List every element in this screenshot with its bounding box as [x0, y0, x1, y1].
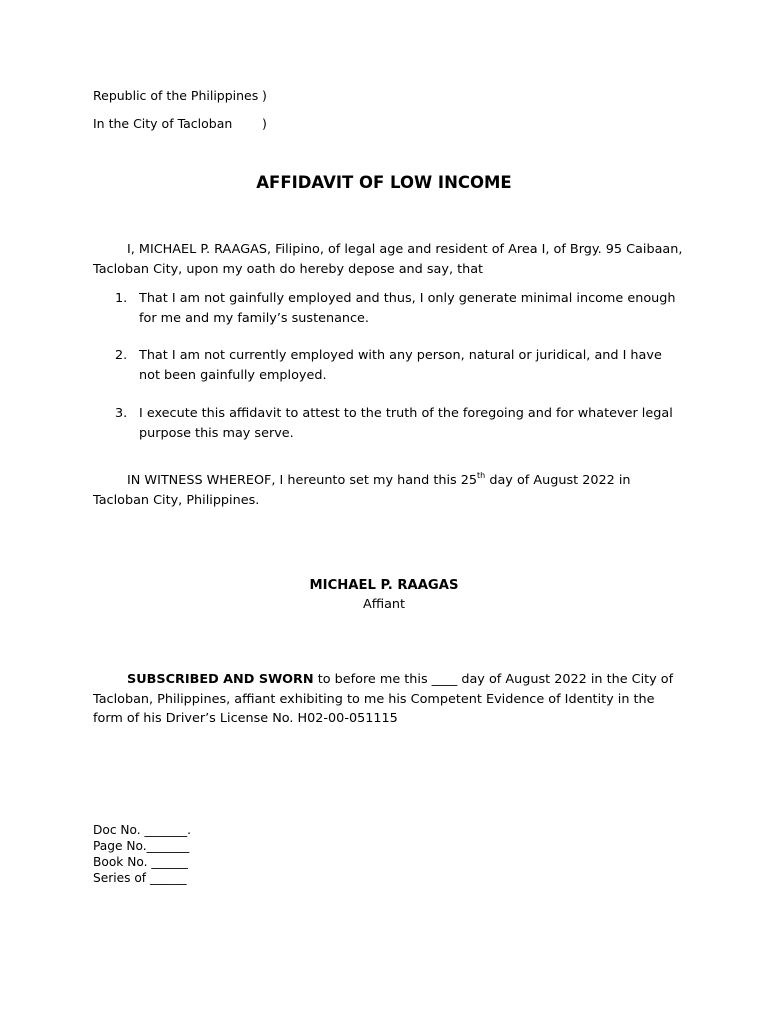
list-item-number: 2. — [115, 348, 128, 363]
witness-text-after: day of August 2022 in Tacloban City, Philippines. — [93, 473, 631, 508]
list-item-number: 3. — [115, 406, 128, 421]
affiant-name: MICHAEL P. RAAGAS — [309, 578, 459, 593]
affiant-role: Affiant — [362, 597, 406, 612]
list-item-number: 1. — [115, 291, 128, 306]
venue-paren-1: ) — [262, 88, 267, 103]
intro-text: I, MICHAEL P. RAAGAS, Filipino, of legal age and resident of Area I, of Brgy. 95 Caibaan, Tacloban City, upon my oath do hereby depose and say, that — [93, 242, 683, 277]
venue-paren-2: ) — [262, 116, 267, 131]
witness-text-before: IN WITNESS WHEREOF, I hereunto set my hand this 25 — [127, 473, 478, 488]
intro-paragraph — [93, 240, 683, 279]
list-item-text: That I am not gainfully employed and thus, I only generate minimal income enough for me and my family’s sustenance. — [139, 291, 676, 326]
notarial-doc-no: Doc No. _______. — [93, 823, 192, 837]
notarial-book-no: Book No. ______ — [93, 855, 188, 869]
witness-paragraph — [93, 471, 683, 510]
list-item-text: That I am not currently employed with any person, natural or juridical, and I have not been gainfully employed. — [139, 348, 662, 383]
jurat-paragraph — [93, 670, 683, 729]
document-title: AFFIDAVIT OF LOW INCOME — [256, 173, 512, 192]
notarial-series: Series of ______ — [93, 871, 187, 885]
jurat-text: to before me this ____ day of August 2022 in the City of Tacloban, Philippines, affiant exhibiting to me his Competent Evidence of Identity in the form of his Driver’s License No. H02-00-051115 — [93, 672, 674, 726]
venue-country: Republic of the Philippines — [93, 88, 259, 103]
venue-city: In the City of Tacloban — [93, 116, 233, 131]
witness-ordinal-suffix: th — [477, 470, 486, 480]
notarial-page-no: Page No._______ — [93, 839, 190, 853]
list-item-text: I execute this affidavit to attest to the truth of the foregoing and for whatever legal purpose this may serve. — [139, 406, 673, 441]
jurat-lead: SUBSCRIBED AND SWORN — [127, 672, 314, 687]
